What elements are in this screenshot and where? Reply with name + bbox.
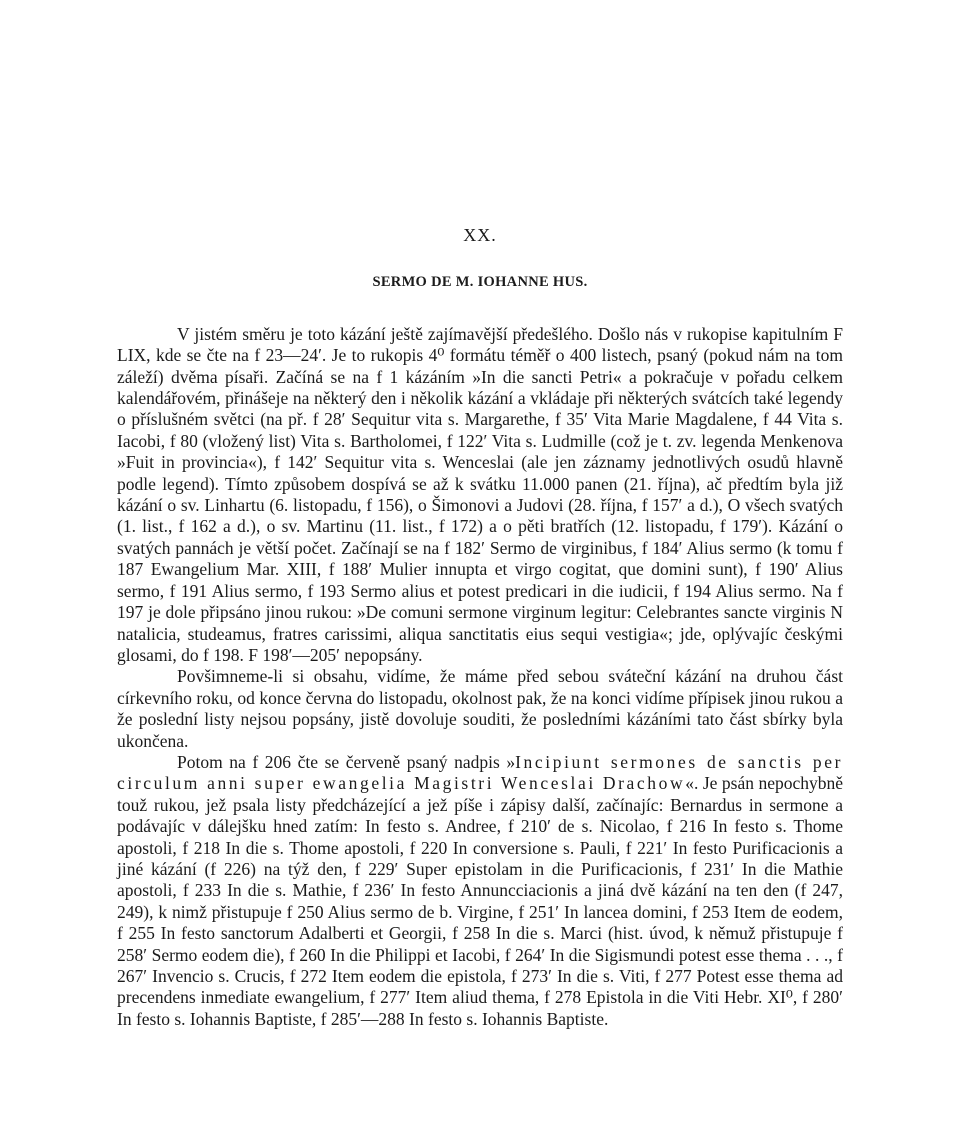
paragraph-manuscript-description: V jistém směru je toto kázání ještě zajímavější předešlého. Došlo nás v rukopise kapitulním F LIX, kde se čte na f 23—24′. Je to rukopis 4⁰ formátu téměř o 400 listech, psaný (pokud nám na tom záleží) dvěma písaři. Začíná se na f 1 kázáním »In die sancti Petri« a pokračuje v pořadu celkem kalendářovém, přinášeje na některý den i několik kázání a vkládaje při některých svátcích také legendy o příslušném světci (na př. f 28′ Sequitur vita s. Margarethe, f 35′ Vita Marie Magdalene, f 44 Vita s. Iacobi, f 80 (vložený list) Vita s. Bartholomei, f 122′ Vita s. Ludmille (což je t. zv. legenda Menkenova »Fuit in provincia«), f 142′ Sequitur vita s. Wenceslai (ale jen záznamy jednotlivých osudů hlavně podle legend). Tímto způsobem dospívá se až k svátku 11.000 panen (21. října), ač předtím byla již kázání o sv. Linhartu (6. listopadu, f 156), o Šimonovi a Judovi (28. října, f 157′ a d.), O všech svatých (1. list., f 162 a d.), o sv. Martinu (11. list., f 172) a o pěti bratřích (12. listopadu, f 179′). Kázání o svatých pannách je větší počet. Začínají se na f 182′ Sermo de virginibus, f 184′ Alius sermo (k tomu f 187 Ewangelium Mar. XIII, f 188′ Mulier innupta et virgo cogitat, que domini sunt), f 190′ Alius sermo, f 191 Alius sermo, f 193 Sermo alius et potest predicari in die iudicii, f 194 Alius sermo. Na f 197 je dole připsáno jinou rukou: »De comuni sermone virginum legitur: Celebrantes sancte virginis N natalicia, studeamus, fratres carissimi, aliqua sanctitatis eius sequi vestigia«; jde, oplývajíc českými glosami, do f 198. F 198′—205′ nepopsány. <box>117 323 843 665</box>
document-page <box>117 225 843 1030</box>
paragraph-incipit <box>117 752 843 1030</box>
paragraph-incipit-lead: Potom na f 206 čte se červeně psaný nadpis » <box>177 751 516 772</box>
paragraph-content-observation: Povšimneme-li si obsahu, vidíme, že máme před sebou sváteční kázání na druhou část církevního roku, od konce června do listopadu, okolnost pak, že na konci vidíme přípisek jinou rukou a že poslední listy nejsou popsány, jistě dovoluje souditi, že posledními kázáními tato část sbírky byla ukončena. <box>117 666 843 751</box>
chapter-number: XX. <box>463 225 497 245</box>
chapter-title: SERMO DE M. IOHANNE HUS. <box>372 274 588 291</box>
paragraph-incipit-rest: «. Je psán nepochybně touž rukou, jež psala listy předcházející a jež píše i zápisy další, začínajíc: Bernardus in sermone a podávajíc v dálejšku hned zatím: In festo s. Andree, f 210′ de s. Nicolao, f 216 In festo s. Thome apostoli, f 218 In die s. Thome apostoli, f 220 In conversione s. Pauli, f 221′ In festo Purificacionis a jiné kázání (f 226) na týž den, f 229′ Super epistolam in die Purificacionis, f 231′ In die Mathie apostoli, f 233 In die s. Mathie, f 236′ In festo Annuncciacionis a jiná dvě kázání na ten den (f 247, 249), k nimž přistupuje f 250 Alius sermo de b. Virgine, f 251′ In lancea domini, f 253 Item de eodem, f 255 In festo sanctorum Adalberti et Georgii, f 258 In die s. Marci (hist. úvod, k němuž přistupuje f 258′ Sermo eodem die), f 260 In die Philippi et Iacobi, f 264′ In die Sigismundi potest esse thema . . ., f 267′ Invencio s. Crucis, f 272 Item eodem die epistola, f 273′ In die s. Viti, f 277 Potest esse thema ad precendens inmediate ewangelium, f 277′ Item aliud thema, f 278 Epistola in die Viti Hebr. XI⁰, f 280′ In festo s. Iohannis Baptiste, f 285′—288 In festo s. Iohannis Baptiste. <box>117 773 843 1029</box>
rubric-title: Incipiunt sermones de sanctis per circulum anni super ewangelia Magistri Wenceslai Drachow <box>117 751 843 794</box>
